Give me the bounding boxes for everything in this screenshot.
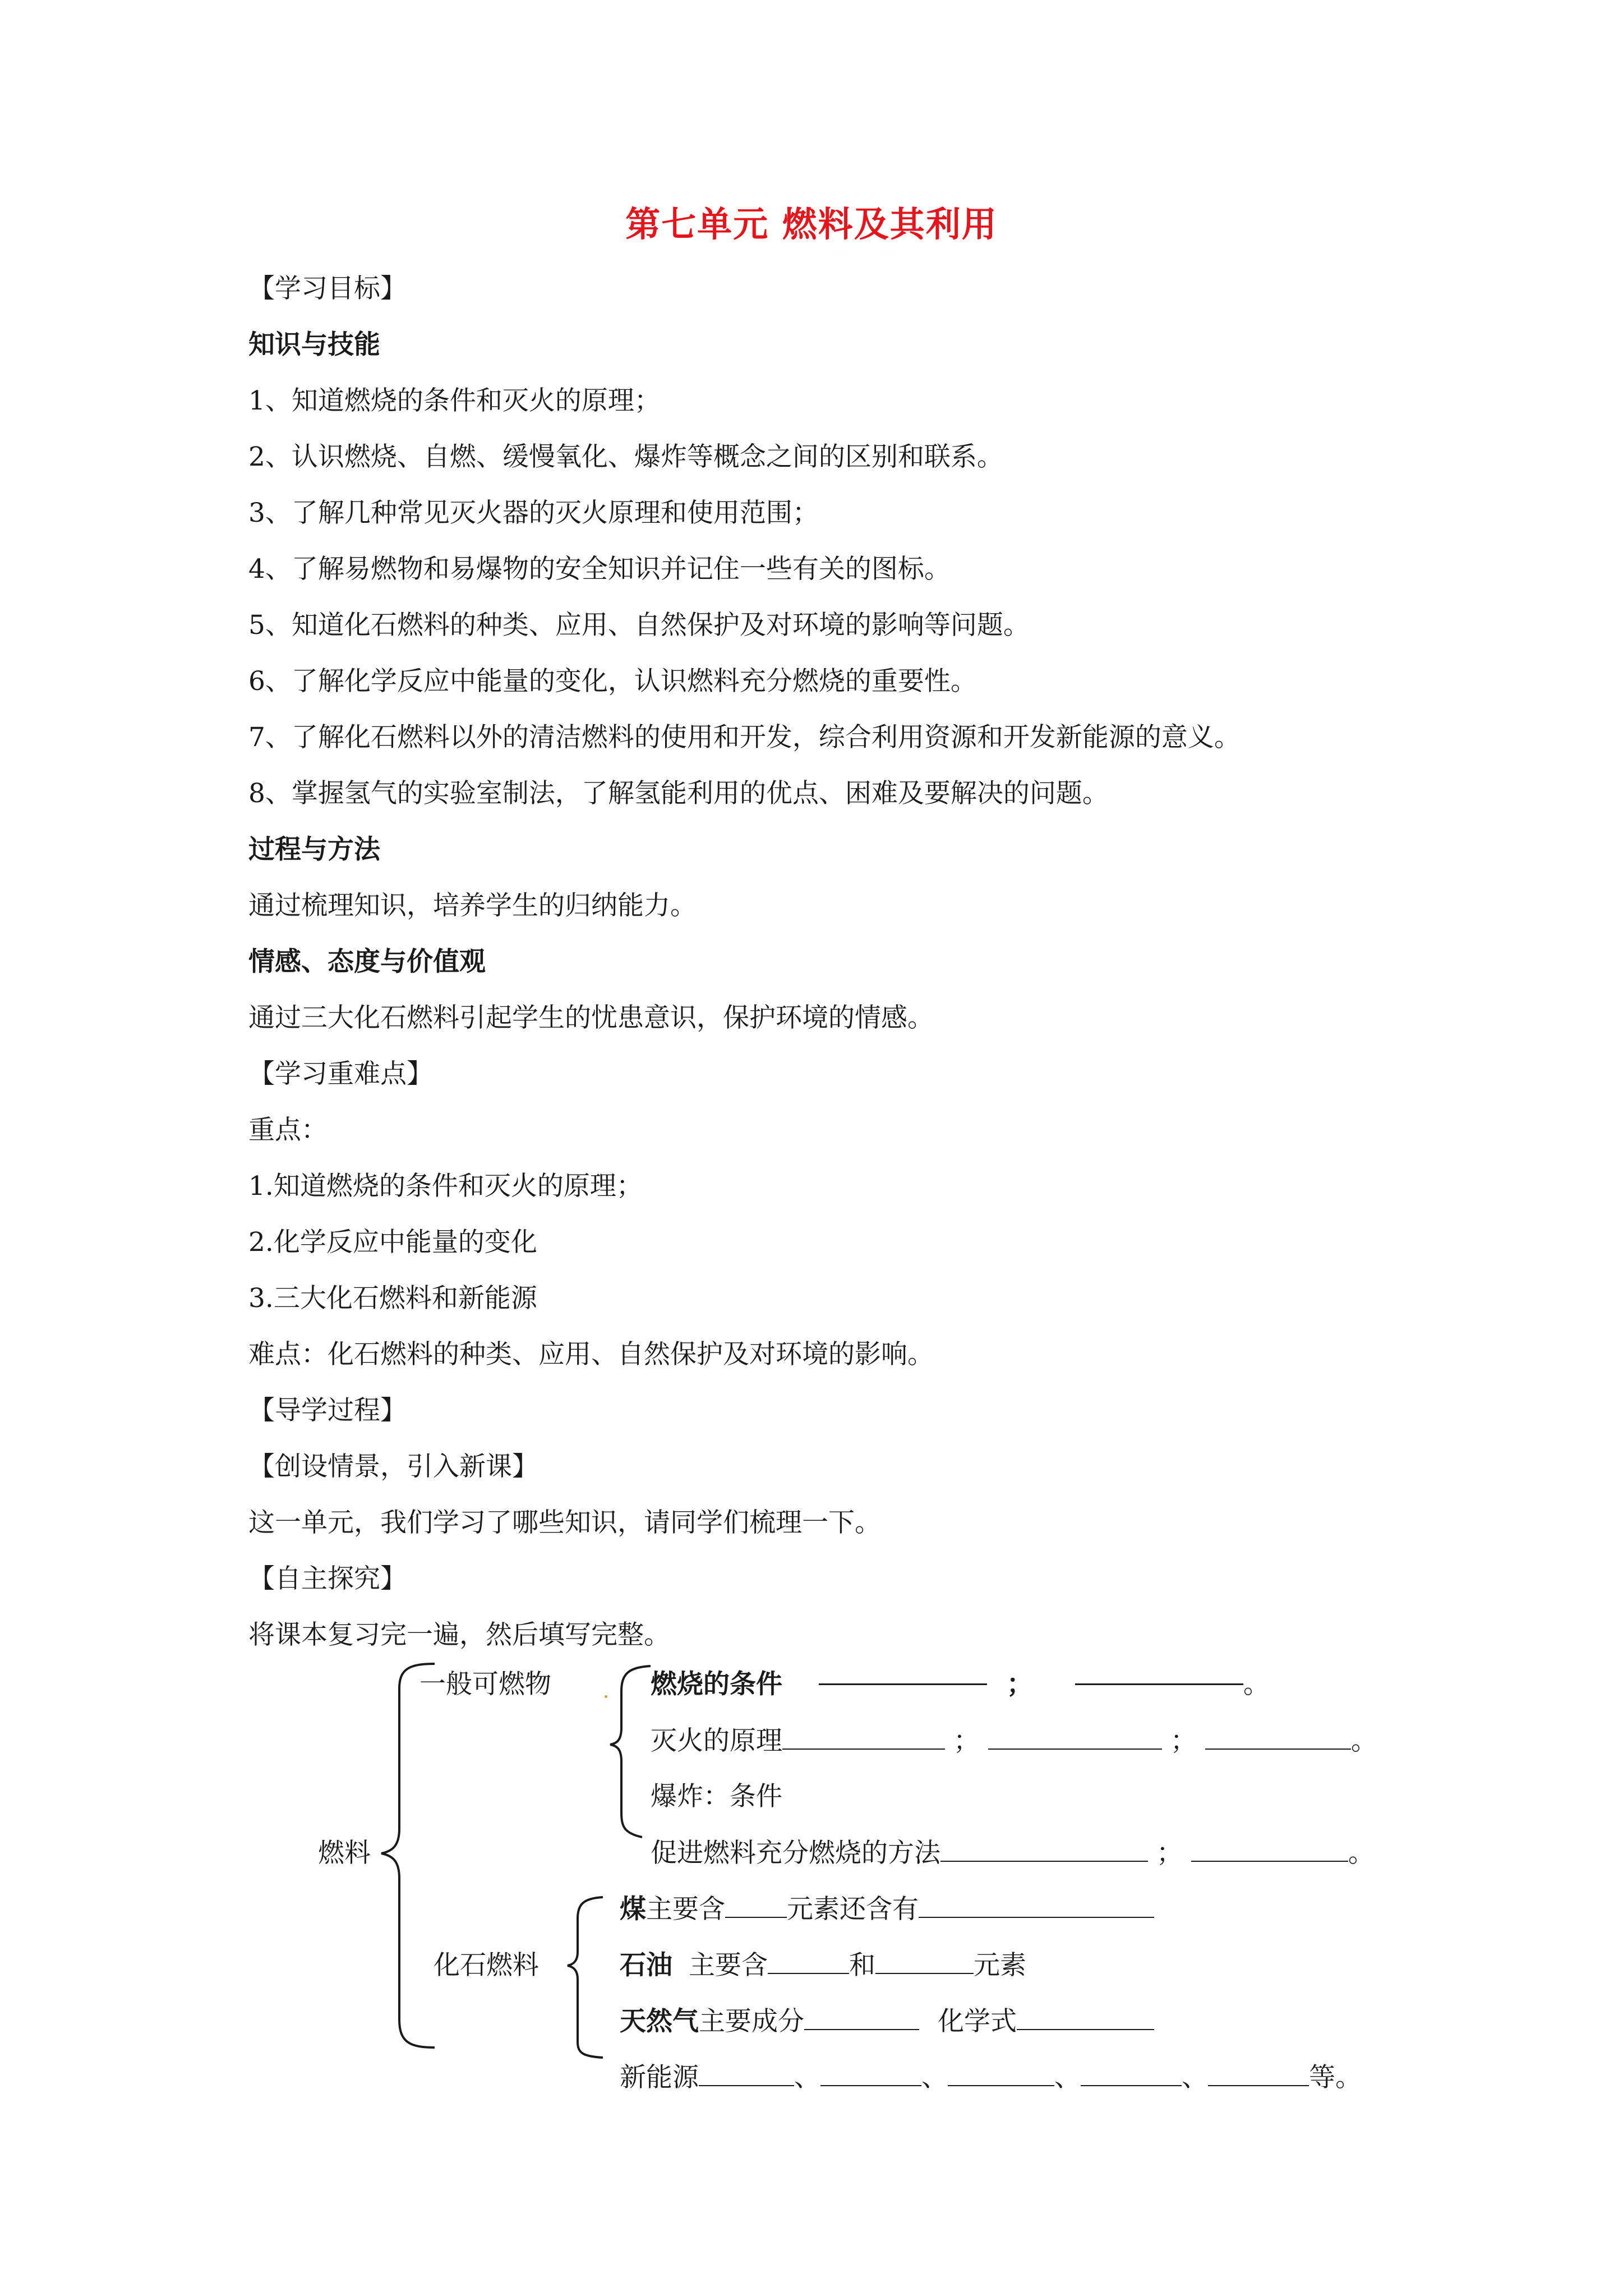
gas-text-1: 主要成分 [699, 2006, 804, 2037]
coal-row [620, 1892, 1154, 1926]
burn-period: 。 [1243, 1669, 1270, 1700]
process-text: 通过梳理知识，培养学生的归纳能力。 [248, 890, 697, 921]
new-energy-blank-1[interactable] [699, 2060, 794, 2086]
new-energy-label: 新能源 [620, 2062, 699, 2093]
section-heading-guide: 【导学过程】 [248, 1395, 407, 1426]
keypoint-1: 1.知道燃烧的条件和灭火的原理； [248, 1171, 643, 1202]
coal-blank-1[interactable] [725, 1892, 787, 1918]
goal-item-1: 1、知道燃烧的条件和灭火的原理； [248, 385, 661, 416]
new-energy-sep-3: 、 [1054, 2062, 1081, 2093]
oil-blank-1[interactable] [768, 1948, 849, 1974]
new-energy-sep-4: 、 [1182, 2062, 1208, 2093]
burn-condition-row [651, 1668, 1270, 1701]
keypoint-2: 2.化学反应中能量的变化 [248, 1227, 537, 1258]
explore-text: 将课本复习完一遍，然后填写完整。 [248, 1619, 670, 1650]
promote-row [651, 1836, 1375, 1870]
section-heading-intro: 【创设情景，引入新课】 [248, 1451, 538, 1482]
extinguish-blank-1[interactable] [782, 1724, 945, 1750]
section-heading-keypoints: 【学习重难点】 [248, 1059, 433, 1089]
diagram-branch-fossil: 化石燃料 [434, 1950, 539, 1981]
new-energy-etc: 等。 [1309, 2062, 1362, 2093]
new-energy-blank-2[interactable] [820, 2060, 921, 2086]
goal-item-3: 3、了解几种常见灭火器的灭火原理和使用范围； [248, 498, 819, 528]
burn-blank-1[interactable] [819, 1683, 987, 1685]
new-energy-sep-2: 、 [921, 2062, 948, 2093]
extinguish-blank-3[interactable] [1205, 1724, 1351, 1750]
goal-item-6: 6、了解化学反应中能量的变化，认识燃料充分燃烧的重要性。 [248, 666, 977, 697]
promote-period: 。 [1348, 1838, 1375, 1869]
promote-semicolon: ； [1156, 1838, 1183, 1869]
gas-blank-1[interactable] [804, 2004, 919, 2030]
section-heading-goals: 【学习目标】 [248, 273, 407, 304]
extinguish-blank-2[interactable] [988, 1724, 1162, 1750]
coal-label: 煤 [620, 1894, 646, 1925]
coal-text-2: 元素还含有 [787, 1894, 919, 1925]
gas-blank-2[interactable] [1017, 2004, 1154, 2030]
extinguish-period: 。 [1350, 1726, 1377, 1756]
explosion-row: 爆炸：条件 [651, 1781, 782, 1812]
new-energy-blank-4[interactable] [1081, 2060, 1182, 2086]
promote-blank-1[interactable] [940, 1836, 1148, 1862]
root-brace [381, 1664, 435, 2047]
subheading-process: 过程与方法 [248, 834, 380, 865]
section-heading-explore: 【自主探究】 [248, 1563, 407, 1594]
branch1-brace [610, 1666, 651, 1837]
new-energy-sep-1: 、 [794, 2062, 820, 2093]
goal-item-7: 7、了解化石燃料以外的清洁燃料的使用和开发，综合利用资源和开发新能源的意义。 [248, 722, 1241, 753]
goal-item-2: 2、认识燃烧、自燃、缓慢氧化、爆炸等概念之间的区别和联系。 [248, 441, 1003, 472]
extinguish-row [651, 1724, 1377, 1758]
new-energy-blank-5[interactable] [1208, 2060, 1309, 2086]
diagram-root-label: 燃料 [318, 1838, 371, 1869]
promote-label: 促进燃料充分燃烧的方法 [651, 1838, 940, 1869]
extinguish-semicolon-1: ； [953, 1726, 980, 1756]
oil-and: 和 [849, 1950, 875, 1981]
stray-dot [605, 1695, 607, 1698]
extinguish-label: 灭火的原理 [651, 1726, 782, 1756]
gas-text-2: 化学式 [937, 2006, 1017, 2037]
attitude-text: 通过三大化石燃料引起学生的忧患意识，保护环境的情感。 [248, 1002, 934, 1033]
extinguish-semicolon-2: ； [1170, 1726, 1197, 1756]
burn-semicolon: ； [1006, 1669, 1033, 1700]
oil-blank-2[interactable] [875, 1948, 974, 1974]
difficulty-text: 难点：化石燃料的种类、应用、自然保护及对环境的影响。 [248, 1339, 934, 1370]
goal-item-4: 4、了解易燃物和易爆物的安全知识并记住一些有关的图标。 [248, 554, 951, 585]
new-energy-row [620, 2060, 1362, 2095]
keypoint-3: 3.三大化石燃料和新能源 [248, 1283, 537, 1314]
page-title: 第七单元 燃料及其利用 [625, 204, 998, 245]
goal-item-5: 5、知道化石燃料的种类、应用、自然保护及对环境的影响等问题。 [248, 610, 1030, 641]
burn-blank-2[interactable] [1075, 1683, 1243, 1685]
subheading-knowledge: 知识与技能 [248, 329, 380, 360]
burn-condition-label: 燃烧的条件 [651, 1669, 782, 1700]
goal-item-8: 8、掌握氢气的实验室制法，了解氢能利用的优点、困难及要解决的问题。 [248, 778, 1109, 809]
promote-blank-2[interactable] [1191, 1836, 1348, 1862]
branch2-brace [568, 1897, 603, 2058]
oil-row [620, 1948, 1026, 1982]
subheading-attitude: 情感、态度与价值观 [248, 946, 486, 977]
gas-label: 天然气 [620, 2006, 699, 2037]
gas-row [620, 2004, 1154, 2039]
coal-blank-2[interactable] [919, 1892, 1154, 1918]
oil-text-1: 主要含 [688, 1950, 768, 1981]
diagram-branch-combustible: 一般可燃物 [419, 1669, 551, 1700]
intro-text: 这一单元，我们学习了哪些知识，请同学们梳理一下。 [248, 1507, 881, 1538]
new-energy-blank-3[interactable] [948, 2060, 1054, 2086]
keypoints-label: 重点： [248, 1115, 328, 1145]
coal-text-1: 主要含 [646, 1894, 725, 1925]
oil-label: 石油 [620, 1950, 672, 1981]
oil-text-2: 元素 [973, 1950, 1026, 1981]
